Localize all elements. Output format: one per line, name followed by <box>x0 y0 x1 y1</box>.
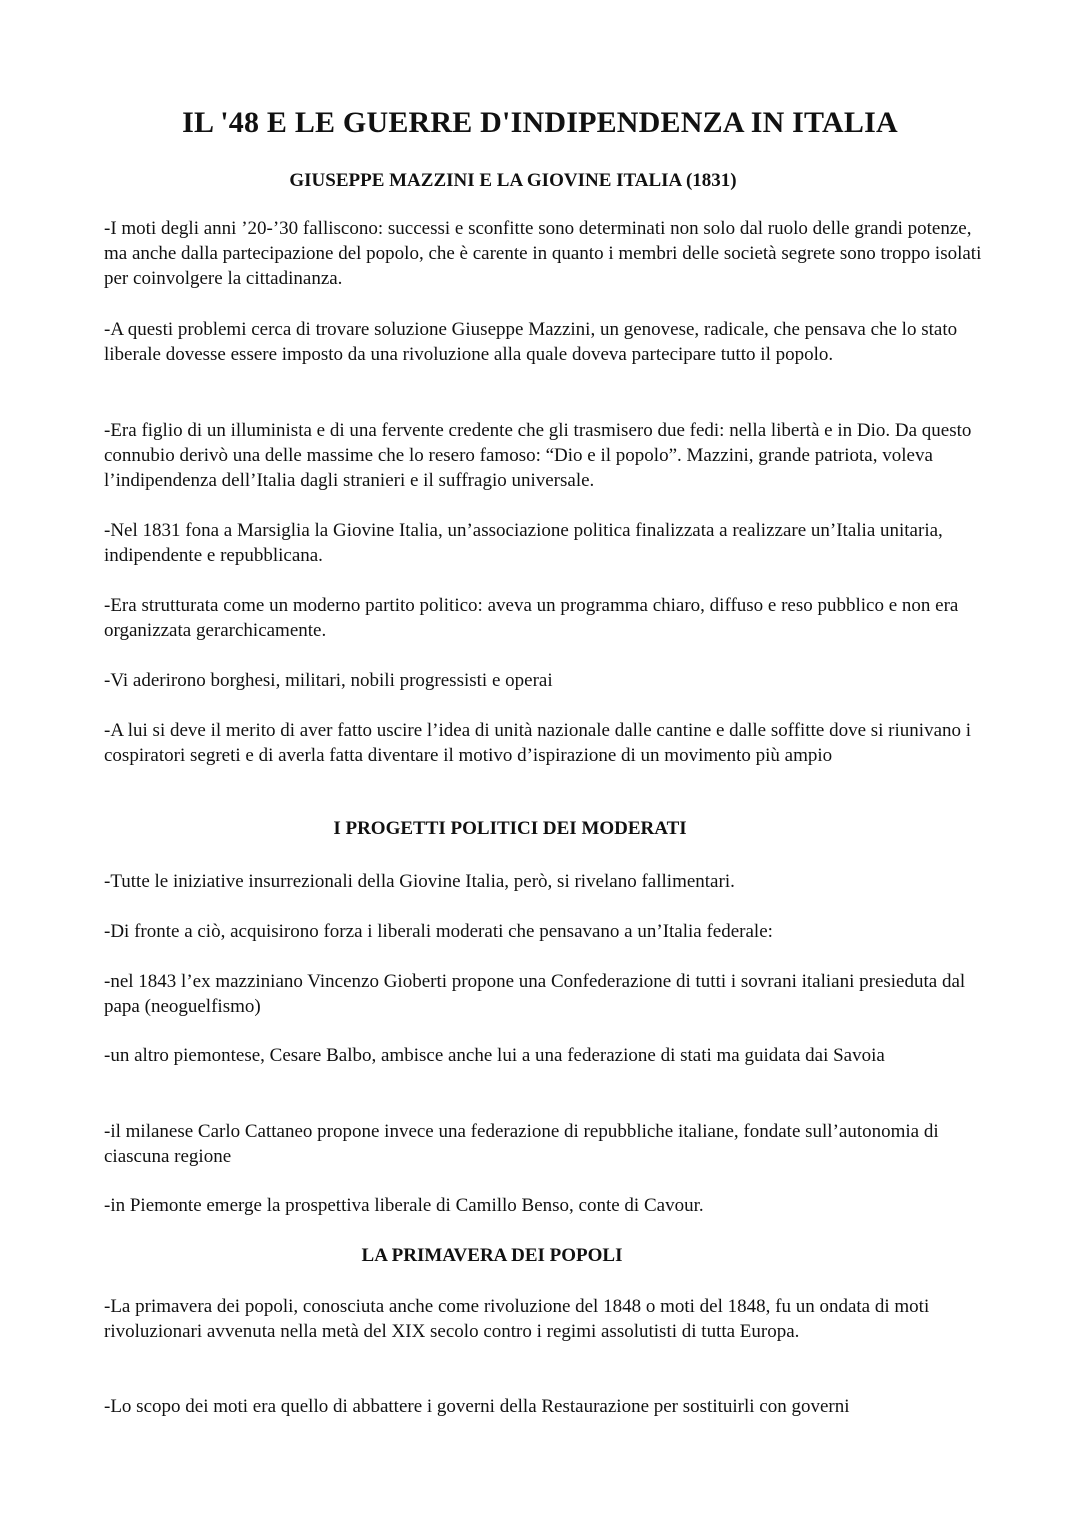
paragraph: -Vi aderirono borghesi, militari, nobili progressisti e operai <box>104 670 553 691</box>
paragraph: -A lui si deve il merito di aver fatto uscire l’idea di unità nazionale dalle cantine e dalle soffitte dove si riunivano i cospiratori segreti e di averla fatta diventare il motivo d’ispirazione di un movimento più ampio <box>104 720 972 766</box>
document-title: IL '48 E LE GUERRE D'INDIPENDENZA IN ITALIA <box>182 106 898 139</box>
section-heading-mazzini: GIUSEPPE MAZZINI E LA GIOVINE ITALIA (1831) <box>289 170 737 191</box>
paragraph: -Era figlio di un illuminista e di una fervente credente che gli trasmisero due fedi: nella libertà e in Dio. Da questo connubio derivò una delle massime che lo resero famoso: “Dio e il popolo”. Mazzini, grande patriota, voleva l’indipendenza dell’Italia dagli stranieri e il suffragio universale. <box>104 420 972 491</box>
paragraph: -un altro piemontese, Cesare Balbo, ambisce anche lui a una federazione di stati ma guidata dai Savoia <box>104 1045 885 1066</box>
paragraph: -nel 1843 l’ex mazziniano Vincenzo Gioberti propone una Confederazione di tutti i sovrani italiani presieduta dal papa (neoguelfismo) <box>104 971 966 1017</box>
paragraph: -il milanese Carlo Cattaneo propone invece una federazione di repubbliche italiane, fondate sull’autonomia di ciascuna regione <box>104 1121 939 1167</box>
section-heading-moderati: I PROGETTI POLITICI DEI MODERATI <box>333 818 687 839</box>
paragraph: -Tutte le iniziative insurrezionali della Giovine Italia, però, si rivelano fallimentari. <box>104 871 735 892</box>
paragraph: -A questi problemi cerca di trovare soluzione Giuseppe Mazzini, un genovese, radicale, che pensava che lo stato liberale dovesse essere imposto da una rivoluzione alla quale doveva partecipare tutto il popolo. <box>104 319 958 365</box>
paragraph: -Nel 1831 fona a Marsiglia la Giovine Italia, un’associazione politica finalizzata a realizzare un’Italia unitaria, indipendente e repubblicana. <box>104 520 943 566</box>
paragraph: -Era strutturata come un moderno partito politico: aveva un programma chiaro, diffuso e reso pubblico e non era organizzata gerarchicamente. <box>104 595 959 641</box>
section-heading-primavera: LA PRIMAVERA DEI POPOLI <box>361 1245 623 1266</box>
paragraph: -La primavera dei popoli, conosciuta anche come rivoluzione del 1848 o moti del 1848, fu un ondata di moti rivoluzionari avvenuta nella metà del XIX secolo contro i regimi assolutisti di tutta Europa. <box>104 1296 930 1342</box>
paragraph: -Di fronte a ciò, acquisirono forza i liberali moderati che pensavano a un’Italia federale: <box>104 921 773 942</box>
paragraph: -in Piemonte emerge la prospettiva liberale di Camillo Benso, conte di Cavour. <box>104 1195 704 1216</box>
paragraph: -I moti degli anni ’20-’30 falliscono: successi e sconfitte sono determinati non solo dal ruolo delle grandi potenze, ma anche dalla partecipazione del popolo, che è carente in quanto i membri delle società segrete sono troppo isolati per coinvolgere la cittadinanza. <box>104 218 982 289</box>
paragraph: -Lo scopo dei moti era quello di abbattere i governi della Restaurazione per sostituirli con governi <box>104 1396 850 1417</box>
